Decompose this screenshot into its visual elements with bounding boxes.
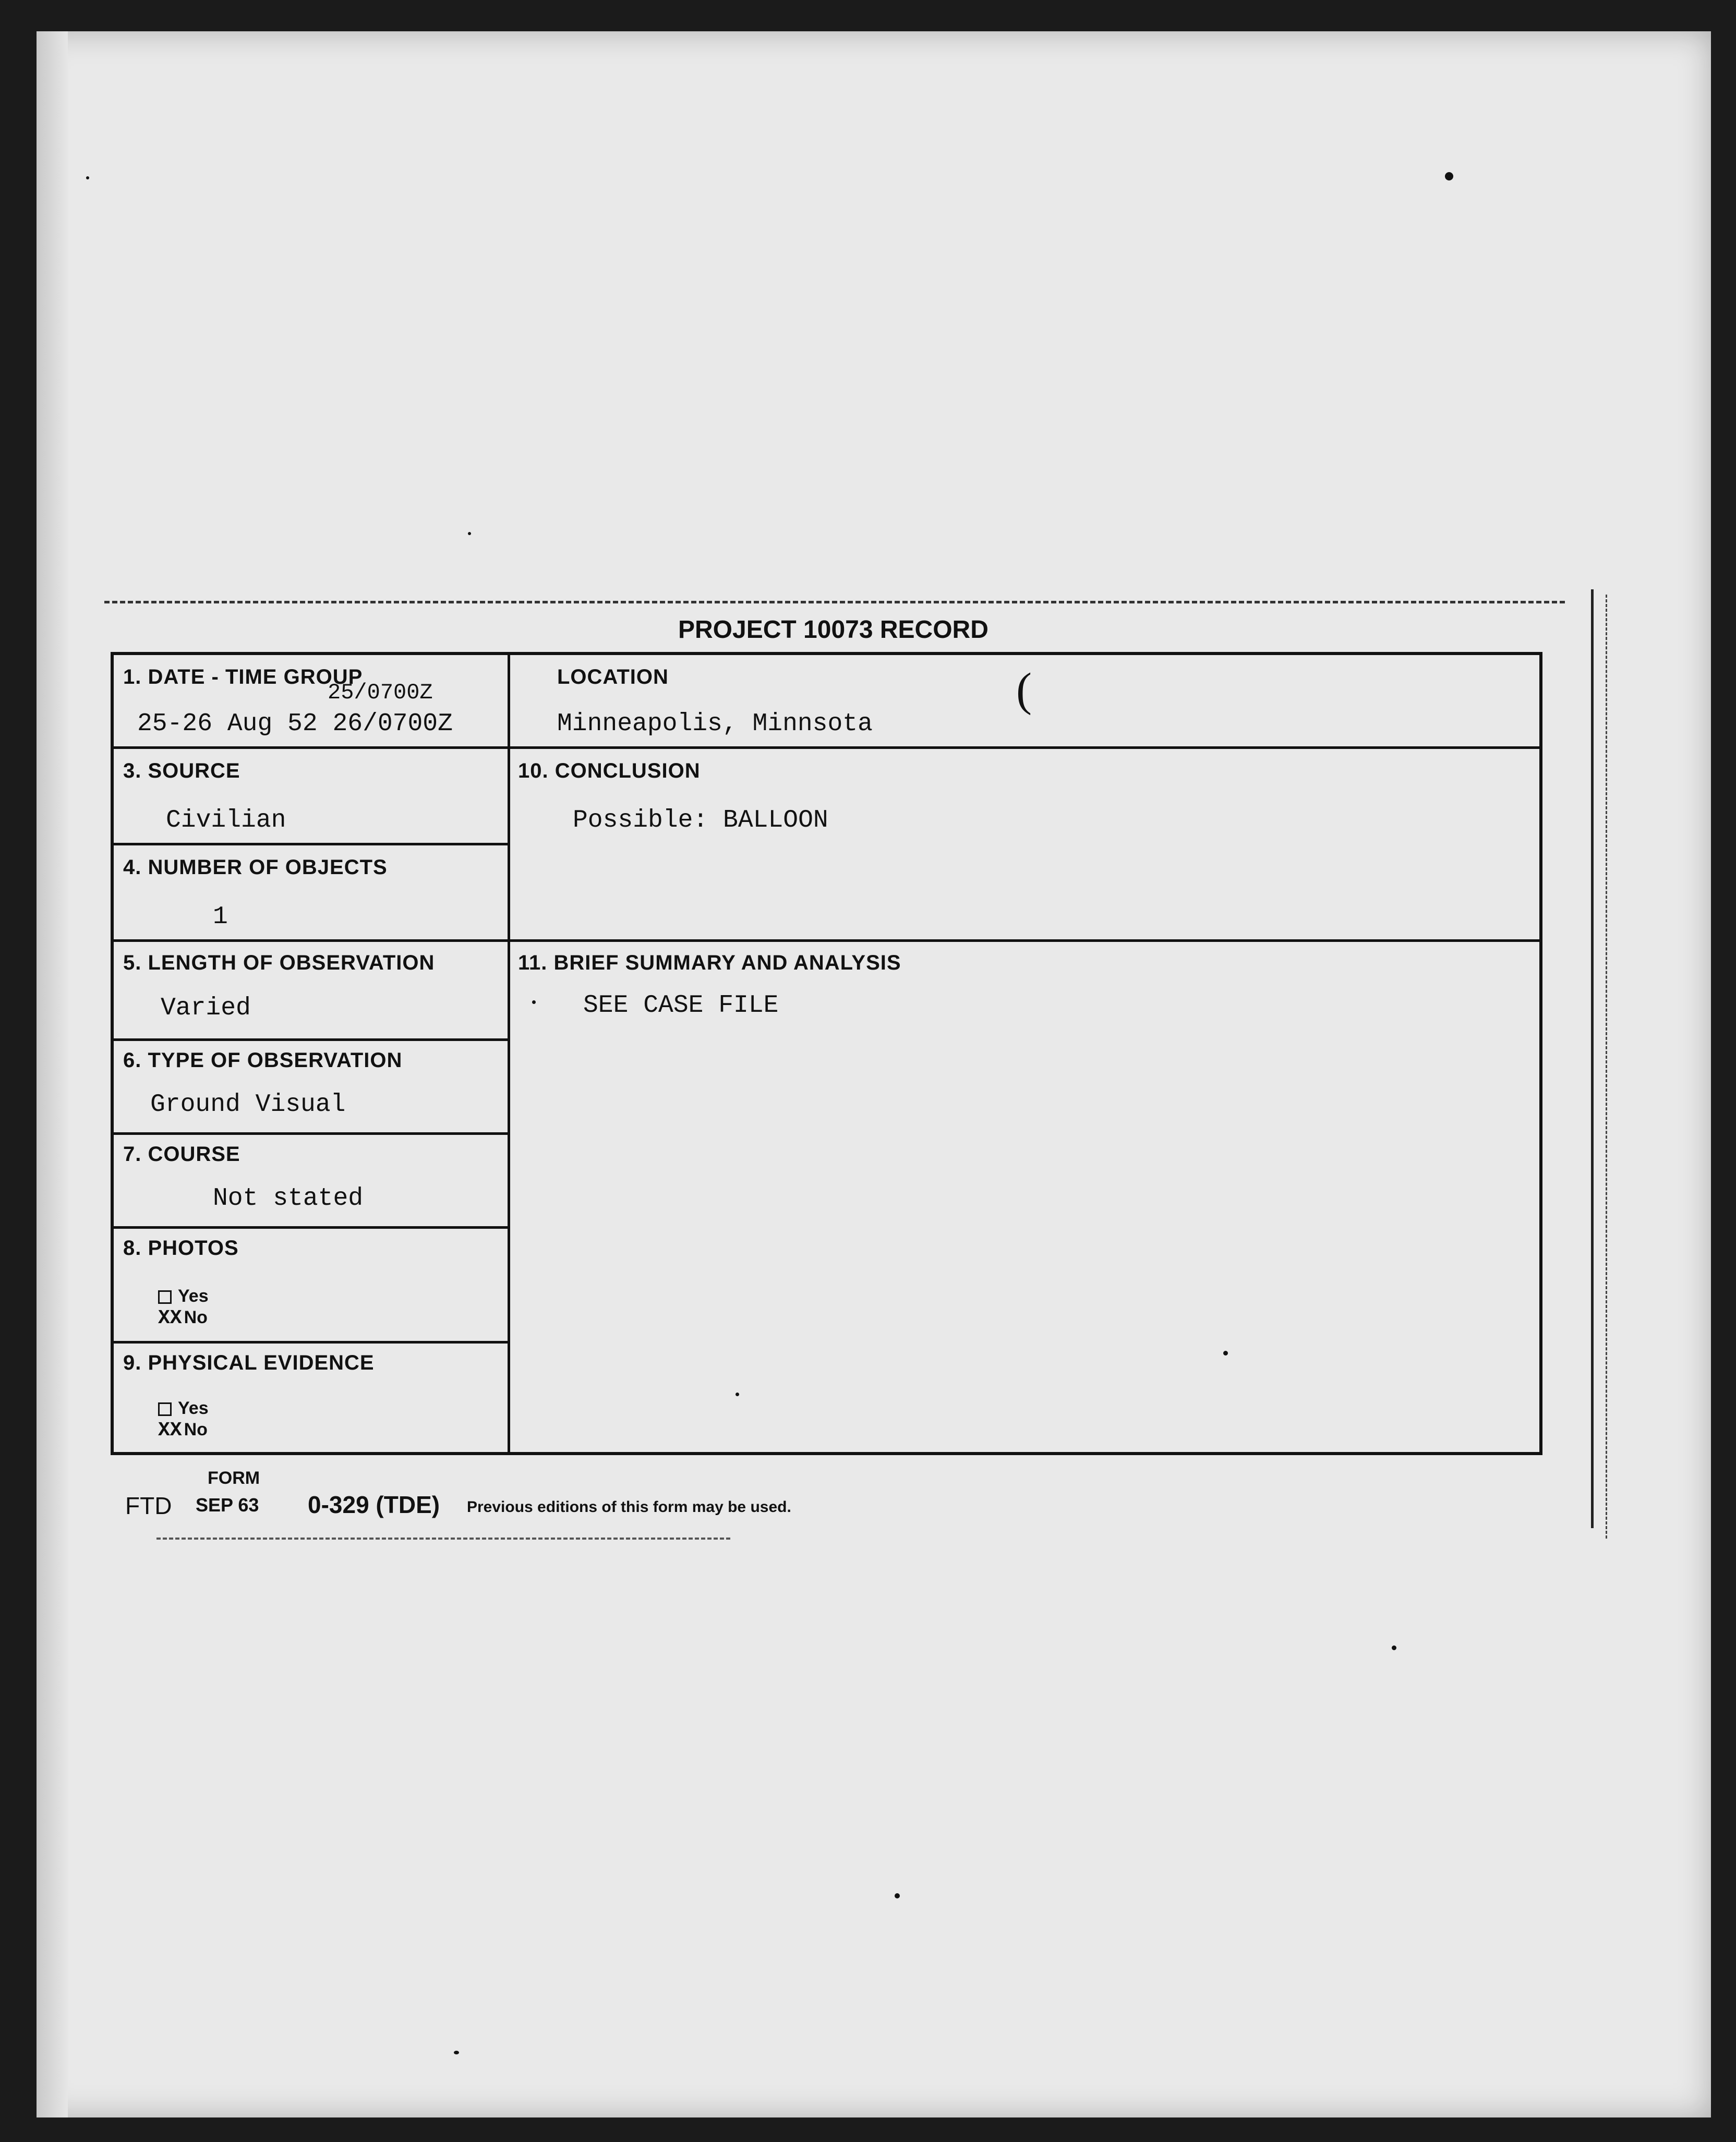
photos-no-label: No (184, 1308, 208, 1327)
top-dashed-rule (104, 601, 1565, 603)
row-divider (114, 746, 1539, 749)
type-of-observation-value: Ground Visual (150, 1091, 346, 1119)
location-label: LOCATION (557, 665, 669, 688)
bottom-dashed-rule (156, 1538, 730, 1540)
length-of-observation-value: Varied (161, 994, 251, 1022)
checkbox-empty-icon (158, 1290, 172, 1304)
number-of-objects-label: 4. NUMBER OF OBJECTS (123, 856, 388, 879)
footer-ftd: FTD (125, 1492, 172, 1519)
photos-label: 8. PHOTOS (123, 1237, 239, 1260)
margin-bracket-mark: ( (1016, 664, 1032, 716)
date-time-label: 1. DATE - TIME GROUP (123, 665, 363, 688)
footer-form-number: 0-329 (TDE) (308, 1491, 440, 1518)
source-value: Civilian (166, 806, 286, 834)
form-title: PROJECT 10073 RECORD (678, 616, 988, 644)
record-form (111, 652, 1542, 1455)
type-of-observation-label: 6. TYPE OF OBSERVATION (123, 1049, 403, 1072)
conclusion-label: 10. CONCLUSION (518, 759, 701, 782)
dust-speck (86, 176, 89, 179)
physical-evidence-label: 9. PHYSICAL EVIDENCE (123, 1351, 375, 1374)
date-time-extra-value: 25/0700Z (328, 680, 433, 705)
summary-label: 11. BRIEF SUMMARY AND ANALYSIS (518, 951, 901, 974)
column-divider (508, 655, 510, 1452)
length-of-observation-label: 5. LENGTH OF OBSERVATION (123, 951, 435, 974)
paper-shadow-edge (37, 31, 68, 2117)
footer-date: SEP 63 (196, 1494, 259, 1516)
row-divider (114, 1132, 508, 1135)
row-divider (114, 843, 508, 845)
row-divider (114, 939, 1539, 942)
photos-yes-option (158, 1286, 209, 1306)
photos-no-mark: XX (158, 1307, 182, 1329)
photos-yes-label: Yes (178, 1286, 209, 1306)
row-divider (114, 1341, 508, 1344)
dust-speck (1445, 172, 1453, 180)
checkbox-empty-icon (158, 1402, 172, 1416)
footer-note: Previous editions of this form may be used. (467, 1498, 791, 1516)
course-label: 7. COURSE (123, 1143, 240, 1166)
right-margin-line (1591, 589, 1594, 1528)
physical-evidence-yes-label: Yes (178, 1398, 209, 1418)
dust-speck (468, 532, 471, 535)
row-divider (114, 1226, 508, 1229)
dust-speck (1392, 1645, 1396, 1650)
summary-value: SEE CASE FILE (583, 991, 779, 1020)
physical-evidence-no-mark: XX (158, 1419, 182, 1442)
conclusion-value: Possible: BALLOON (573, 806, 828, 834)
source-label: 3. SOURCE (123, 759, 240, 782)
number-of-objects-value: 1 (213, 903, 228, 931)
physical-evidence-no-label: No (184, 1420, 208, 1439)
date-time-value: 25-26 Aug 52 26/0700Z (137, 710, 453, 738)
physical-evidence-no-option (158, 1419, 208, 1442)
physical-evidence-yes-option (158, 1398, 209, 1419)
photos-no-option (158, 1307, 208, 1329)
dust-speck (454, 2051, 459, 2054)
dust-speck (895, 1893, 900, 1898)
right-margin-line-dashed (1606, 595, 1607, 1539)
location-value: Minneapolis, Minnsota (557, 710, 873, 738)
course-value: Not stated (213, 1184, 364, 1213)
row-divider (114, 1038, 508, 1041)
footer-form-word: FORM (208, 1468, 260, 1488)
